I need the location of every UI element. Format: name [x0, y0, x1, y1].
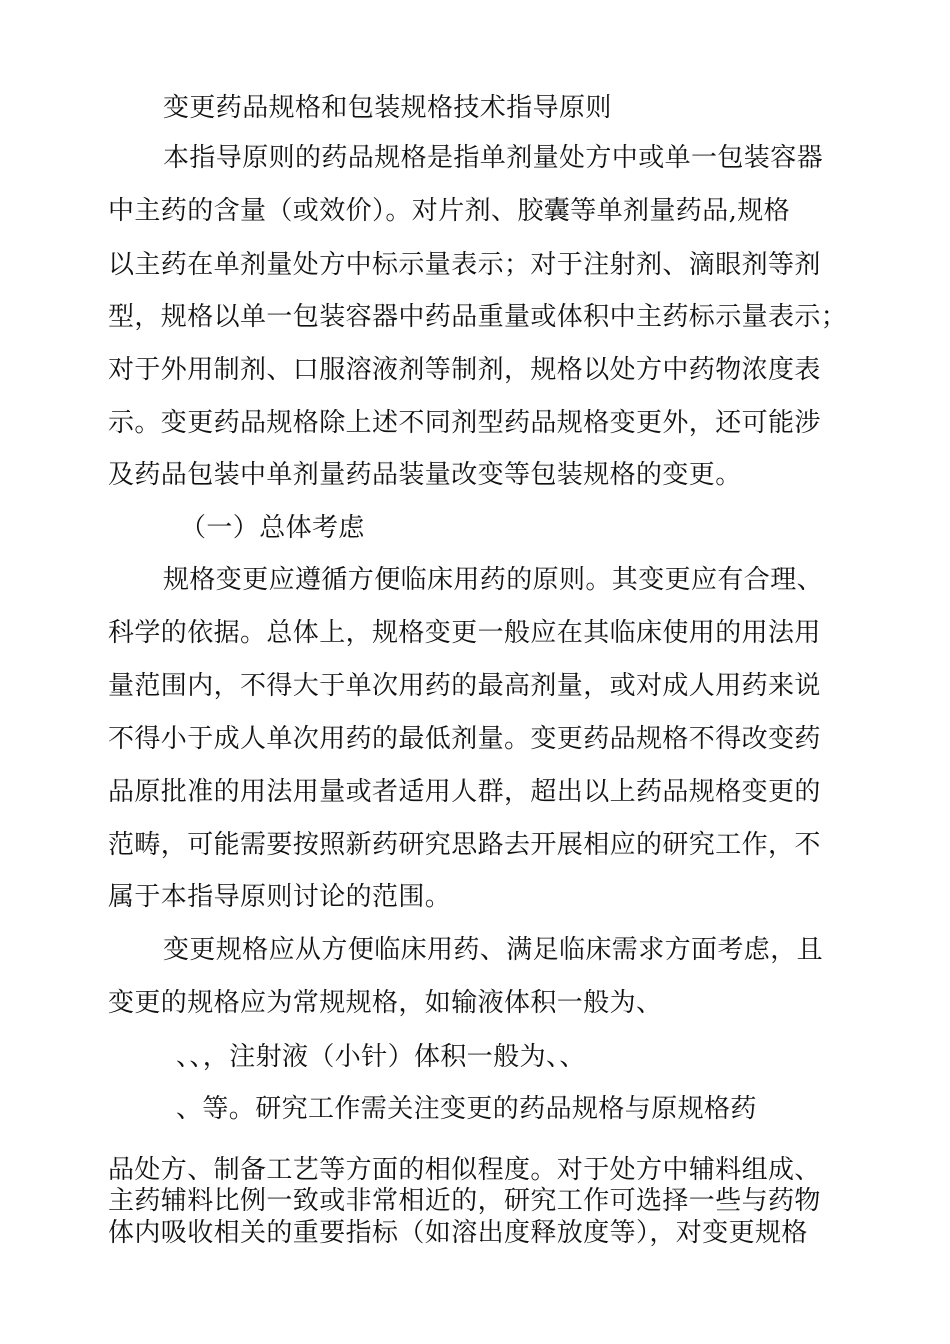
paragraph-1-line-7: 及药品包装中单剂量药品装量改变等包装规格的变更。 — [108, 460, 742, 490]
paragraph-1-line-6: 示。变更药品规格除上述不同剂型药品规格变更外，还可能涉 — [108, 408, 821, 438]
paragraph-2-line-7: 属于本指导原则讨论的范围。 — [108, 882, 452, 912]
paragraph-3-line-7: 体内吸收相关的重要指标（如溶出度释放度等），对变更规格 — [108, 1218, 808, 1248]
paragraph-3-line-1: 变更规格应从方便临床用药、满足临床需求方面考虑，且 — [163, 935, 824, 965]
paragraph-2-line-1: 规格变更应遵循方便临床用药的原则。其变更应有合理、 — [163, 565, 824, 595]
paragraph-3-line-5: 品处方、制备工艺等方面的相似程度。对于处方中辅料组成、 — [108, 1155, 821, 1185]
paragraph-1-line-5: 对于外用制剂、口服溶液剂等制剂，规格以处方中药物浓度表 — [108, 355, 821, 385]
paragraph-2-line-4: 不得小于成人单次用药的最低剂量。变更药品规格不得改变药 — [108, 724, 821, 754]
paragraph-3-line-3: 、、，注射液（小针）体积一般为、、 — [176, 1042, 586, 1072]
paragraph-3-line-2: 变更的规格应为常规规格，如输液体积一般为、 — [108, 988, 663, 1018]
paragraph-1-line-1: 本指导原则的药品规格是指单剂量处方中或单一包装容器 — [163, 143, 824, 173]
paragraph-3-line-6: 主药辅料比例一致或非常相近的，研究工作可选择一些与药物 — [108, 1186, 821, 1216]
paragraph-2-line-6: 范畴，可能需要按照新药研究思路去开展相应的研究工作，不 — [108, 830, 821, 860]
document-title: 变更药品规格和包装规格技术指导原则 — [163, 93, 612, 123]
paragraph-3-line-4: 、等。研究工作需关注变更的药品规格与原规格药 — [176, 1094, 757, 1124]
section-heading: （一）总体考虑 — [180, 513, 365, 543]
paragraph-1-line-3: 以主药在单剂量处方中标示量表示；对于注射剂、滴眼剂等剂 — [108, 250, 821, 280]
paragraph-2-line-3: 量范围内，不得大于单次用药的最高剂量，或对成人用药来说 — [108, 671, 821, 701]
paragraph-1-line-4: 型，规格以单一包装容器中药品重量或体积中主药标示量表示； — [108, 302, 848, 332]
paragraph-2-line-2: 科学的依据。总体上，规格变更一般应在其临床使用的用法用 — [108, 618, 821, 648]
paragraph-2-line-5: 品原批准的用法用量或者适用人群，超出以上药品规格变更的 — [108, 777, 821, 807]
paragraph-1-line-2: 中主药的含量（或效价）。对片剂、胶囊等单剂量药品,规格 — [108, 196, 791, 226]
